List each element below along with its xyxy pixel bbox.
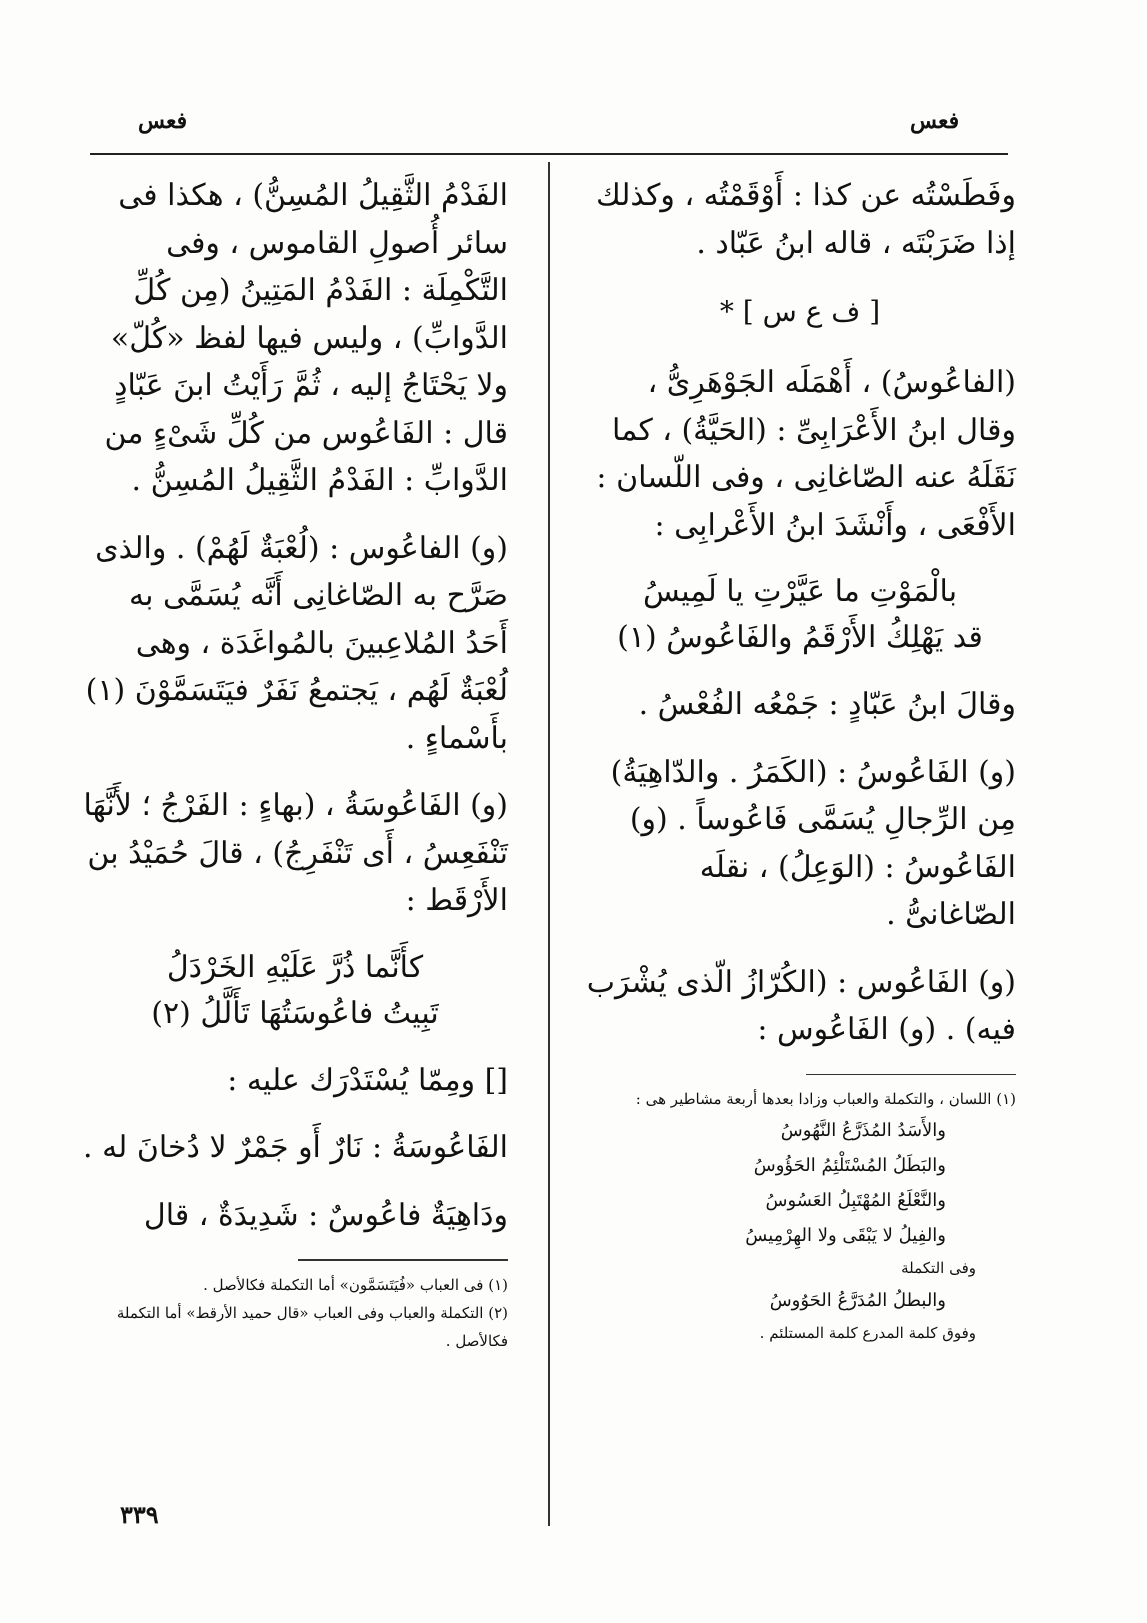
paragraph: (و) الفاعُوس : (لُعْبَةٌ لَهُمْ) . والذى صَرَّح به الصّاغانِى أَنَّه يُسَمَّى به أَحَدُ المُلاعِبينَ بالمُواغَدَة ، وهى لُعْبَةٌ لَهُم ، يَجتمعُ نَفَرٌ فيَتَسَمَّوْنَ (١) بأَسْماءٍ . [85,530,508,756]
paragraph: الفَدْمُ الثَّقِيلُ المُسِنُّ) ، هكذا فى سائر أُصولِ القاموس ، وفى التَّكْمِلَة : الفَدْمُ المَتِينُ (مِن كُلِّ الدَّوابِّ) ، وليس فيها لفظ «كُلّ» ولا يَحْتَاجُ إليه ، ثُمَّ رَأَيْتُ ابنَ عَبّادٍ قال : الفَاعُوس من كُلِّ شَىْءٍ من الدَّوابِّ : الفَدْمُ الثَّقِيلُ المُسِنُّ . [104,178,508,498]
running-header-left: فعس [138,108,188,134]
verse [82,945,508,1037]
verse-line: تَبِيتُ فاعُوسَتُهَا تَأَلَّلُ (٢) [151,995,439,1031]
verse-line: قد يَهْلِكُ الأَرْقَمُ والفَاعُوسُ (١) [617,620,983,655]
footnote-verse: والبَطَلُ المُسْتَلْئِمُ الحَؤُوسُ [753,1155,946,1176]
page-number: ٣٣٩ [120,1500,159,1529]
paragraph: [] ومِمّا يُسْتَدْرَك عليه : [227,1062,508,1098]
footnote: (٢) التكملة والعباب وفى العباب «قال حميد الأرقط» أما التكملة فكالأصل . [116,1303,508,1350]
footnote-note: وفوق كلمة المدرع كلمة المستلئم . [759,1324,976,1342]
footnote-verse: والبطلُ المُدَرَّعُ الحَوُوسُ [769,1290,946,1311]
paragraph: (و) الفَاعُوسَةُ ، (بهاءٍ : الفَرْجُ ؛ لأَنَّهَا تَنْفَعِسُ ، أَى تَنْفَرِجُ) ، قالَ حُمَيْدُ بن الأَرْقَط : [83,788,508,918]
verse-line: بالْمَوْتِ ما عَيَّرْتِ يا لَمِيسُ [642,574,958,609]
footnote: (١) اللسان ، والتكملة والعباب وزادا بعدها أربعة مشاطير هى : [635,1090,1016,1108]
paragraph: وقالَ ابنُ عَبّادٍ : جَمْعُه الفُعْسُ . [638,687,1016,722]
running-header-right: فعس [910,108,960,134]
paragraph: ودَاهِيَةٌ فاعُوسٌ : شَدِيدَةٌ ، قال [143,1197,508,1233]
footnote-verse: والفِيلُ لا يَبْقَى ولا الهِرْمِيسُ [745,1225,946,1246]
footnote-rule [298,1259,508,1261]
paragraph: (و) الفَاعُوس : (الكُرّازُ الّذى يُشْرَب فيه) . (و) الفَاعُوس : [586,964,1016,1047]
verse [584,569,1016,661]
footnote: (١) فى العباب «فُيَتَسَمَّون» أما التكملة فكالأصل . [203,1275,508,1294]
paragraph: وفَطَسْتُه عن كذا : أَوْقَمْتُه ، وكذلك إذا ضَرَبْتَه ، قاله ابنُ عَبّاد . [595,178,1016,261]
column-divider [548,162,550,1526]
paragraph: الفَاعُوسَةُ : نَارٌ أَو جَمْرٌ لا دُخانَ له . [83,1130,508,1165]
footnote-note: وفى التكملة [901,1259,976,1277]
footnote-rule [806,1074,1016,1076]
paragraph: (و) الفَاعُوسُ : (الكَمَرُ . والدّاهِيَةُ) مِن الرِّجالِ يُسَمَّى فَاعُوساً . (و) الفَاعُوسُ : (الوَعِلُ) ، نقلَه الصّاغانىُّ . [610,754,1016,932]
header-rule [90,153,1008,155]
footnote-verse: والأَسَدُ المُذَرَّعُ النَّهُوسُ [780,1120,946,1141]
verse-line: كأَنَّما ذُرَّ عَلَيْهِ الخَرْدَلُ [166,949,424,985]
right-column [584,172,1016,1348]
entry-heading: [ ف ع س ] * [719,295,881,328]
paragraph: (الفاعُوسُ) ، أَهْمَلَه الجَوْهَرِىُّ ، وقال ابنُ الأَعْرَابِىِّ : (الحَيَّةُ) ، كما نَقَلَهُ عنه الصّاغانِى ، وفى اللّسان : الأَفْعَى ، وأَنْشَدَ ابنُ الأَعْرابِى : [596,365,1016,543]
footnote-verse: والنَّعْلَعُ المُهْتَبِلُ العَسُوسُ [765,1190,946,1211]
left-column [82,172,508,1355]
